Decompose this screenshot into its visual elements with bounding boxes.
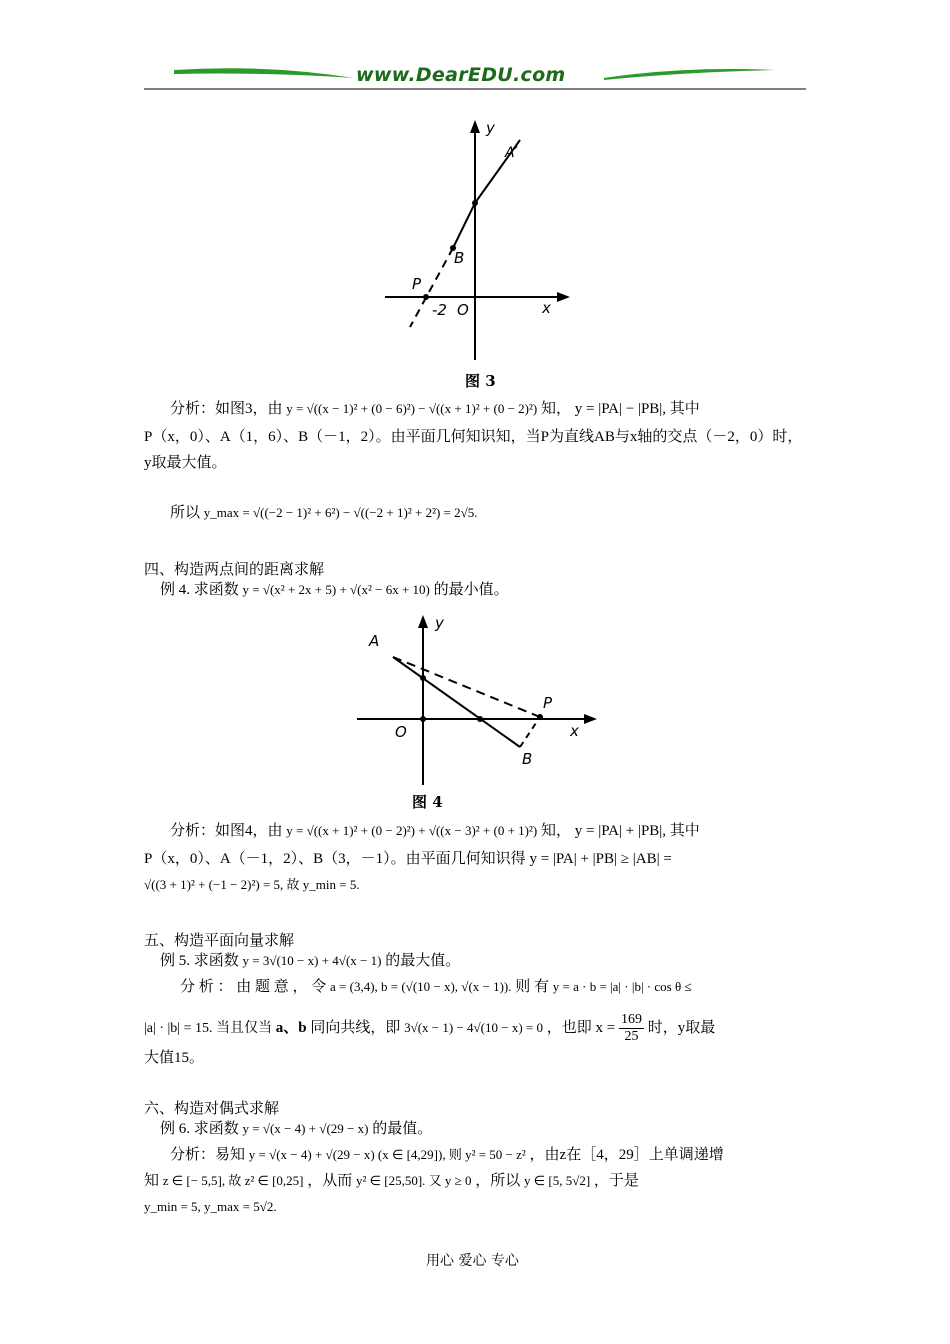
fig4-o-label: O bbox=[395, 723, 407, 741]
section6-title: 六、构造对偶式求解 bbox=[144, 1101, 280, 1117]
analysis4-line1: 分析：如图4，由 y = √((x + 1)² + (0 − 2)²) + √((x − 3)² + (0 + 1)²) 知， y = |PA| + |PB|, 其中 bbox=[170, 823, 700, 839]
section5-analysis2: |a| · |b| = 15. 当且仅当 a、b 同向共线，即 3√(x − 1) − 4√(10 − x) = 0 ，也即 x = $\frac{169}{25}$ 时，y取最 bbox=[144, 1012, 716, 1044]
fig3-y-label: y bbox=[486, 119, 495, 137]
footer-text: 用心 爱心 专心 bbox=[426, 1253, 519, 1269]
fig4-a-label: A bbox=[369, 632, 380, 650]
analysis3-line4: 所以 y_max = √((−2 − 1)² + 6²) − √((−2 + 1)² + 2²) = 2√5. bbox=[170, 505, 478, 521]
fraction-169-25: $\frac{169}{25}$ bbox=[621, 1012, 642, 1044]
figure-3-caption: 图 3 bbox=[465, 372, 496, 390]
section6-analysis2: 知 z ∈ [− 5,5], 故 z² ∈ [0,25] ，从而 y² ∈ [25,50]. 又 y ≥ 0 ，所以 y ∈ [5, 5√2] ，于是 bbox=[144, 1173, 639, 1189]
section5-analysis1: 分 析 ： 由 题 意 ， 令 a = (3,4), b = (√(10 − x), √(x − 1)). 则 有 y = a · b = |a| · |b| · cos θ ≤ bbox=[180, 979, 692, 995]
analysis3-line1: 分析：如图3，由 y = √((x − 1)² + (0 − 6)²) − √((x + 1)² + (0 − 2)²) 知， y = |PA| − |PB|, 其中 bbox=[170, 401, 700, 417]
section6-example: 例 6. 求函数 y = √(x − 4) + √(29 − x) 的最值。 bbox=[160, 1121, 433, 1137]
section6-analysis3: y_min = 5, y_max = 5√2. bbox=[144, 1199, 277, 1214]
fig3-x-label: x bbox=[542, 299, 551, 317]
fig4-b-label: B bbox=[522, 750, 533, 768]
figure-3 bbox=[380, 115, 580, 365]
fig3-neg2-label: -2 bbox=[432, 301, 447, 319]
figure-4-caption: 图 4 bbox=[412, 793, 443, 811]
analysis3-line3: y取最大值。 bbox=[144, 455, 227, 471]
figure-4 bbox=[355, 610, 605, 790]
fig4-p-label: P bbox=[543, 694, 553, 712]
fig3-a-label: A′ bbox=[505, 145, 518, 161]
analysis4-line3: √((3 + 1)² + (−1 − 2)²) = 5, 故 y_min = 5. bbox=[144, 877, 360, 892]
section4-title: 四、构造两点间的距离求解 bbox=[144, 562, 325, 578]
fig3-o-label: O bbox=[457, 301, 469, 319]
section6-analysis1: 分析：易知 y = √(x − 4) + √(29 − x) (x ∈ [4,29]), 则 y² = 50 − z² ，由z在［4，29］上单调递增 bbox=[170, 1147, 724, 1163]
section5-analysis3: 大值15。 bbox=[144, 1050, 205, 1066]
section4-example: 例 4. 求函数 y = √(x² + 2x + 5) + √(x² − 6x + 10) 的最小值。 bbox=[160, 582, 509, 598]
section5-example: 例 5. 求函数 y = 3√(10 − x) + 4√(x − 1) 的最大值。 bbox=[160, 953, 461, 969]
fig3-b-label: B bbox=[454, 249, 465, 267]
section5-title: 五、构造平面向量求解 bbox=[144, 933, 295, 949]
site-name: www.DearEDU.com bbox=[356, 64, 566, 86]
header-banner bbox=[144, 60, 806, 92]
analysis3-line2: P（x，0）、A（1，6）、B（－1，2）。由平面几何知识知，当P为直线AB与x轴的交点（－2，0）时， bbox=[144, 429, 803, 445]
fig4-x-label: x bbox=[570, 722, 579, 740]
analysis4-line2: P（x，0）、A（－1，2）、B（3，－1）。由平面几何知识得 y = |PA| + |PB| ≥ |AB| = bbox=[144, 851, 672, 867]
fig4-y-label: y bbox=[435, 614, 444, 632]
fig3-p-label: P bbox=[412, 275, 422, 293]
